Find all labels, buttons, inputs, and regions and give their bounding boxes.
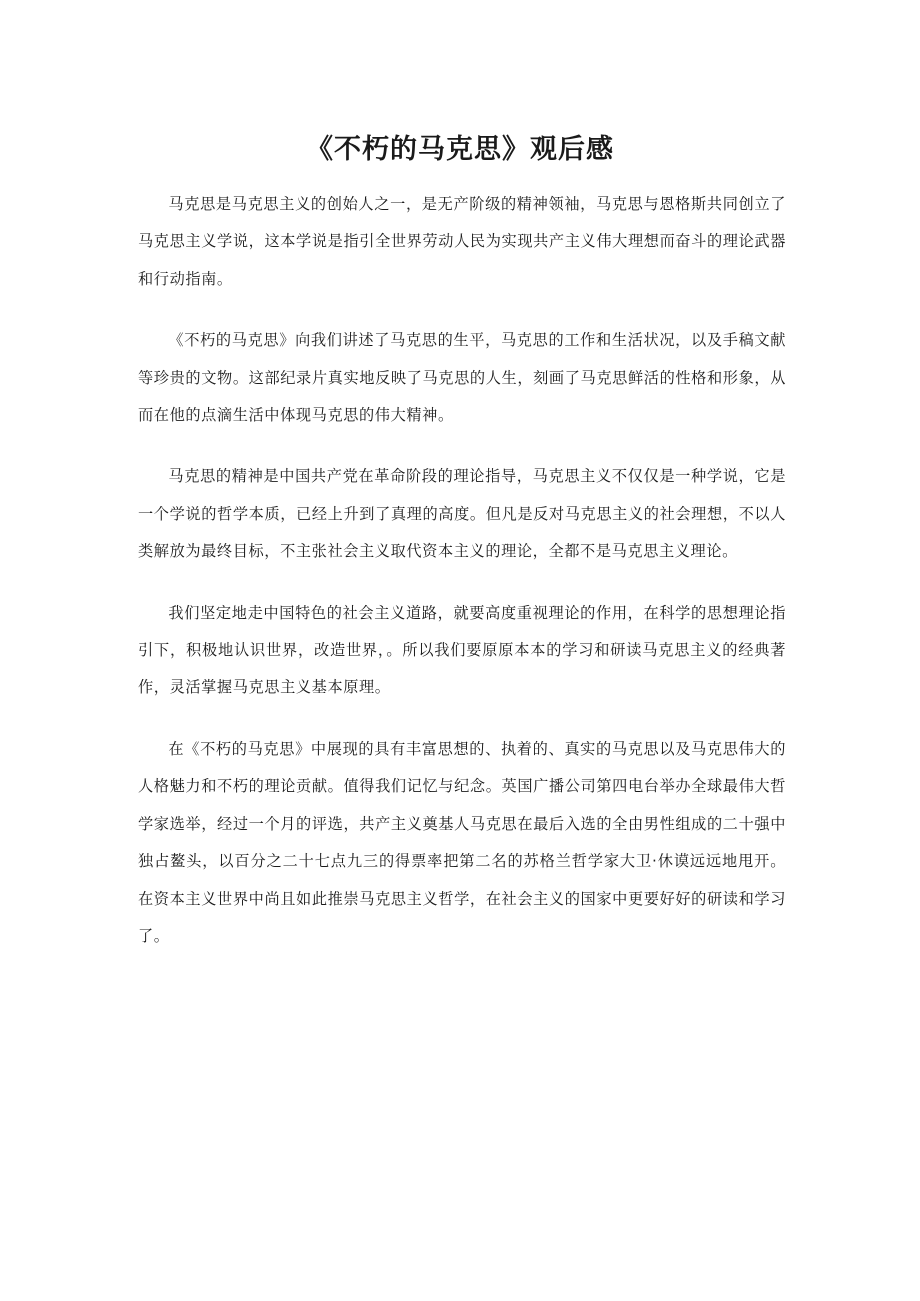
document-title: 《不朽的马克思》观后感 [306,134,614,165]
paragraph-2: 《不朽的马克思》向我们讲述了马克思的生平，马克思的工作和生活状况，以及手稿文献等珍贵的文物。这部纪录片真实地反映了马克思的人生，刻画了马克思鲜活的性格和形象，从而在他的点滴生活中体现马克思的伟大精神。 [138,331,786,425]
paragraph-3: 马克思的精神是中国共产党在革命阶段的理论指导，马克思主义不仅仅是一种学说，它是一个学说的哲学本质，已经上升到了真理的高度。但凡是反对马克思主义的社会理想，不以人类解放为最终目标，不主张社会主义取代资本主义的理论，全都不是马克思主义理论。 [138,467,786,561]
paragraph-5: 在《不朽的马克思》中展现的具有丰富思想的、执着的、真实的马克思以及马克思伟大的人格魅力和不朽的理论贡献。值得我们记忆与纪念。英国广播公司第四电台举办全球最伟大哲学家选举，经过一个月的评选，共产主义奠基人马克思在最后入选的全由男性组成的二十强中独占鳌头，以百分之二十七点九三的得票率把第二名的苏格兰哲学家大卫·休谟远远地甩开。在资本主义世界中尚且如此推崇马克思主义哲学，在社会主义的国家中更要好好的研读和学习了。 [138,739,786,945]
document-body [138,186,786,979]
paragraph-1: 马克思是马克思主义的创始人之一，是无产阶级的精神领袖，马克思与恩格斯共同创立了马克思主义学说，这本学说是指引全世界劳动人民为实现共产主义伟大理想而奋斗的理论武器和行动指南。 [138,195,786,288]
paragraph-4: 我们坚定地走中国特色的社会主义道路，就要高度重视理论的作用，在科学的思想理论指引下，积极地认识世界，改造世界，。所以我们要原原本本的学习和研读马克思主义的经典著作，灵活掌握马克思主义基本原理。 [138,603,786,697]
